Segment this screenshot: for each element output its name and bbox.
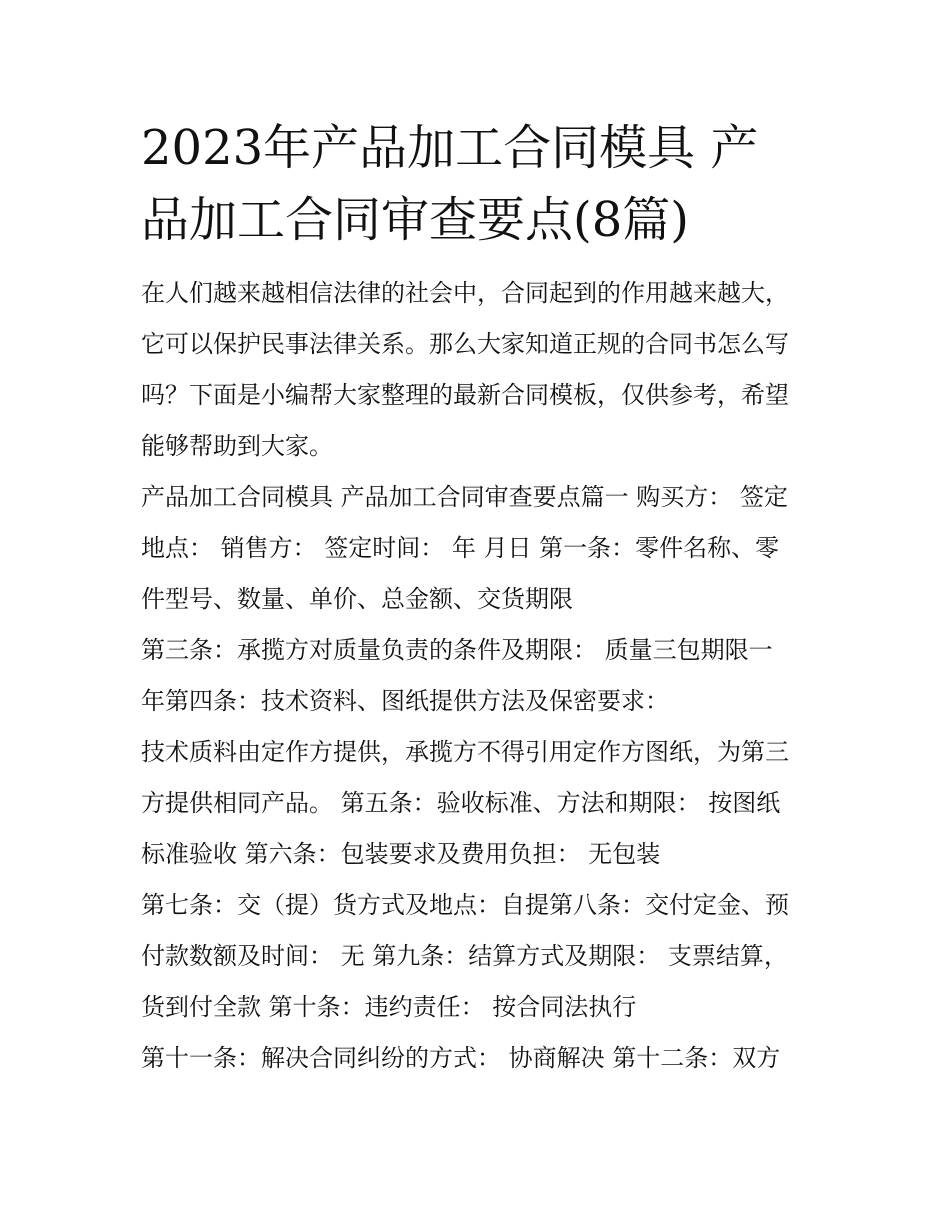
paragraph-contract-parties [141,472,813,625]
text-line: 货到付全款 第十条：违约责任： 按合同法执行 [141,993,637,1021]
paragraph-article-7 [141,880,813,1033]
text-line: 标准验收 第六条：包装要求及费用负担： 无包装 [141,840,661,868]
paragraph-article-3 [141,625,813,727]
text-line: 第三条：承揽方对质量负责的条件及期限： 质量三包期限一 [141,636,773,664]
text-line: 能够帮助到大家。 [141,432,333,460]
text-line: 产品加工合同模具 产品加工合同审查要点篇一 购买方： 签定 [141,483,788,511]
text-line: 地点： 销售方： 签定时间： 年 月日 第一条：零件名称、零 [141,534,780,562]
text-line: 第十一条：解决合同纠纷的方式： 协商解决 第十二条：双方 [141,1044,781,1072]
text-line: 方提供相同产品。 第五条：验收标准、方法和期限： 按图纸 [141,789,781,817]
text-line: 第七条：交（提）货方式及地点：自提第八条：交付定金、预 [141,891,789,919]
paragraph-intro [141,268,813,472]
paragraph-technical-materials [141,727,813,880]
text-line: 件型号、数量、单价、总金额、交货期限 [141,585,573,613]
text-line: 它可以保护民事法律关系。那么大家知道正规的合同书怎么写 [141,330,789,358]
title-line-1: 2023年产品加工合同模具 产 [141,120,759,176]
text-line: 年第四条：技术资料、图纸提供方法及保密要求： [141,687,669,715]
title-line-2: 品加工合同审查要点(8篇) [141,192,689,248]
text-line: 技术质料由定作方提供，承揽方不得引用定作方图纸，为第三 [141,738,789,766]
text-line: 付款数额及时间： 无 第九条：结算方式及期限： 支票结算， [141,942,788,970]
text-line: 在人们越来越相信法律的社会中，合同起到的作用越来越大， [141,279,789,307]
document-page [141,112,813,1084]
text-line: 吗？下面是小编帮大家整理的最新合同模板，仅供参考，希望 [141,381,789,409]
paragraph-article-11 [141,1033,813,1084]
document-body [141,268,813,1084]
document-title [141,112,813,256]
